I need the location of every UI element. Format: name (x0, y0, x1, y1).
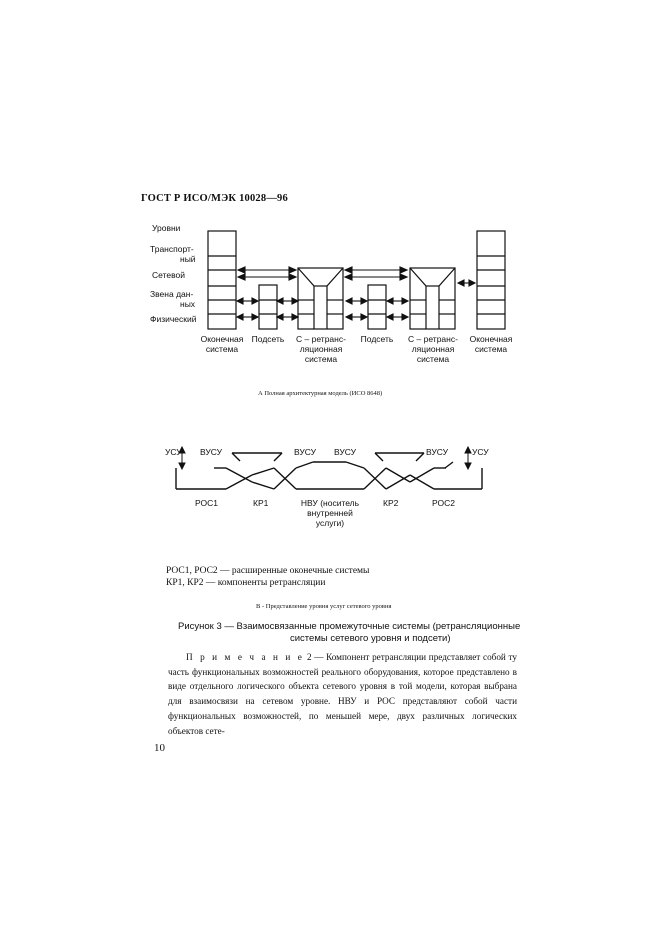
level-label-transport-1: Транспорт- (150, 244, 194, 254)
level-label-transport-2: ный (180, 254, 196, 264)
label-kr2: КР2 (383, 498, 399, 508)
label-usu-right: УСУ (472, 447, 489, 457)
subnet-1-stack (259, 285, 277, 329)
system-label-relay-2: С – ретранс- ляционная система (408, 334, 458, 364)
legend-line-2: КР1, КР2 — компоненты ретрансляции (166, 578, 326, 588)
label-kr1: КР1 (253, 498, 269, 508)
document-header: ГОСТ Р ИСО/МЭК 10028—96 (141, 193, 288, 204)
caption-b: В - Представление уровня услуг сетевого уровня (256, 603, 392, 610)
level-label-physical: Физический (150, 314, 197, 324)
diagram-b-service-view (176, 453, 482, 489)
figure-caption-line-2: системы сетевого уровня и подсети) (290, 633, 451, 644)
system-label-end-left: Оконечная система (200, 334, 244, 354)
levels-title: Уровни (152, 223, 181, 233)
level-label-datalink-1: Звена дан- (150, 289, 194, 299)
label-vusu-3: ВУСУ (334, 447, 357, 457)
relay-system-1-stack (298, 268, 343, 329)
subnet-2-stack (368, 285, 386, 329)
label-nvu: НВУ (носитель внутренней услуги) (300, 498, 360, 528)
system-label-end-right: Оконечная система (469, 334, 513, 354)
legend-line-1: РОС1, РОС2 — расширенные оконечные системы (166, 566, 370, 576)
system-label-subnet-1: Подсеть (251, 334, 285, 344)
system-label-relay-1: С – ретранс- ляционная система (296, 334, 346, 364)
system-label-subnet-2: Подсеть (360, 334, 394, 344)
page-number: 10 (154, 742, 165, 754)
figure-caption-line-1: Рисунок 3 — Взаимосвязанные промежуточные системы (ретрансляционные (178, 621, 521, 632)
label-vusu-2: ВУСУ (294, 447, 317, 457)
caption-a: А Полная архитектурная модель (ИСО 8648) (258, 390, 383, 397)
note-paragraph (168, 650, 517, 738)
label-vusu-1: ВУСУ (200, 447, 223, 457)
level-label-network: Сетевой (152, 270, 186, 280)
label-vusu-4: ВУСУ (426, 447, 449, 457)
relay-system-2-stack (410, 268, 455, 329)
label-usu-left: УСУ (165, 447, 182, 457)
note-lead: П р и м е ч а н и е (186, 652, 305, 662)
label-ros2: РОС2 (432, 498, 455, 508)
note-text: 2 — Компонент ретрансляции представляет собой ту часть функциональных возможностей реального оборудования, которое представлено в виде отдельного логического объекта сетевого уровня в той модели, которая выбрана для взаимосвязи на сетевом уровне. НВУ и РОС представляют собой части функциональных возможностей, по меньшей мере, двух различных логических объектов сете- (168, 652, 517, 736)
level-label-datalink-2: ных (180, 299, 196, 309)
label-ros1: РОС1 (195, 498, 218, 508)
